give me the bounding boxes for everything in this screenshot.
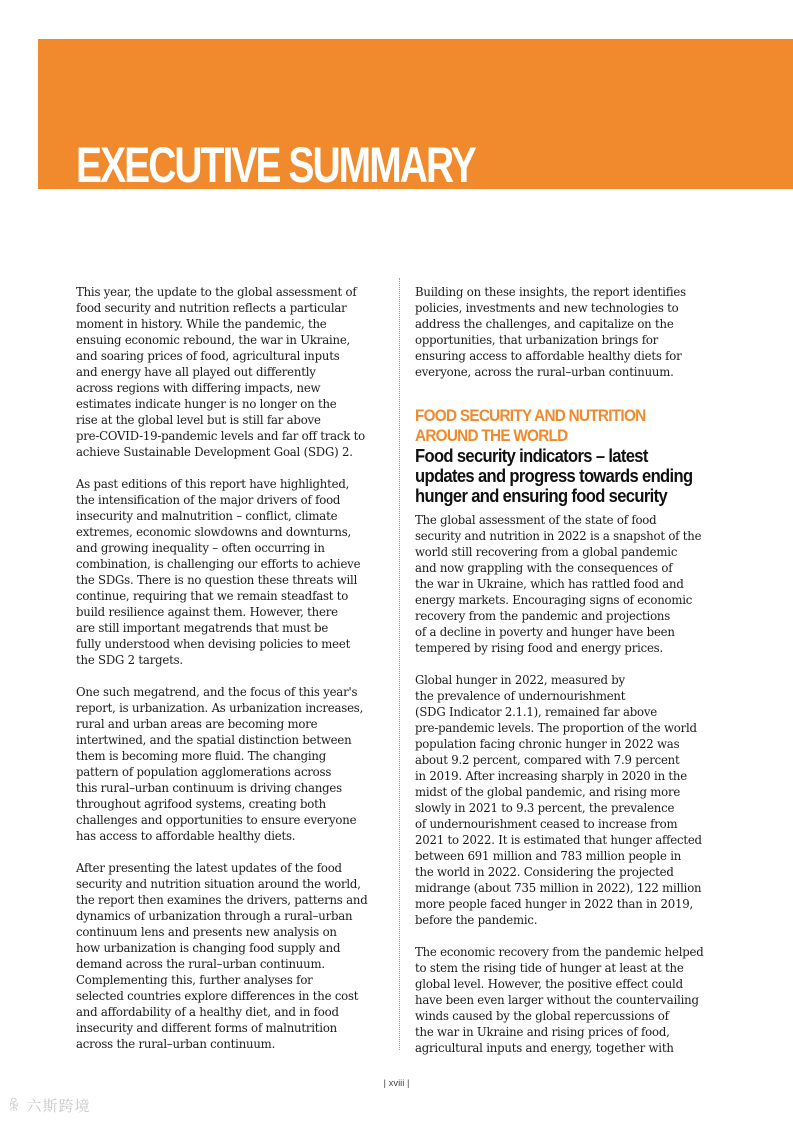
right-intro-paragraph: Building on these insights, the report identifies policies, investments and new technologies to address the challenges, and capitalize on the opportunities, that urbanization brings for ensuring access to affordable healthy diets for everyone, across the rural–urban continuum. [415, 285, 686, 379]
left-paragraph-3: One such megatrend, and the focus of this year's report, is urbanization. As urbanization increases, rural and urban areas are becoming more intertwined, and the spatial distinction between them is becoming more fluid. The changing pattern of population agglomerations across this rural–urban continuum is driving changes throughout agrifood systems, creating both challenges and opportunities to ensure everyone has access to affordable healthy diets. [76, 685, 364, 843]
section-heading: FOOD SECURITY AND NUTRITION AROUND THE WORLD [415, 406, 646, 445]
right-paragraph-3: The economic recovery from the pandemic helped to stem the rising tide of hunger at least at the global level. However, the positive effect could have been even larger without the countervailing winds caused by the global repercussions of the war in Ukraine and rising prices of food, agricultural inputs and energy, together with [415, 945, 704, 1055]
page-title: EXECUTIVE SUMMARY [76, 137, 475, 193]
right-column [415, 284, 720, 1072]
sub-heading: Food security indicators – latest updates and progress towards ending hunger and ensuring food security [415, 446, 693, 506]
watermark: ꆜ 六斯跨境 [8, 1097, 91, 1115]
left-column [76, 284, 384, 1068]
left-paragraph-4: After presenting the latest updates of the food security and nutrition situation around the world, the report then examines the drivers, patterns and dynamics of urbanization through a rural–urban continuum lens and presents new analysis on how urbanization is changing food supply and demand across the rural–urban continuum. Complementing this, further analyses for selected countries explore differences in the cost and affordability of a healthy diet, and in food insecurity and different forms of malnutrition across the rural–urban continuum. [76, 861, 368, 1051]
page-number: | xviii | [383, 1078, 410, 1089]
right-paragraph-1: The global assessment of the state of food security and nutrition in 2022 is a snapshot of the world still recovering from a global pandemic and now grappling with the consequences of the war in Ukraine, which has rattled food and energy markets. Encouraging signs of economic recovery from the pandemic and projections of a decline in poverty and hunger have been tempered by rising food and energy prices. [415, 513, 702, 655]
left-paragraph-2: As past editions of this report have highlighted, the intensification of the major drivers of food insecurity and malnutrition – conflict, climate extremes, economic slowdowns and downturns, and growing inequality – often occurring in combination, is challenging our efforts to achieve the SDGs. There is no question these threats will continue, requiring that we remain steadfast to build resilience against them. However, there are still important megatrends that must be fully understood when devising policies to meet the SDG 2 targets. [76, 477, 361, 667]
column-divider [399, 278, 400, 1050]
left-paragraph-1: This year, the update to the global assessment of food security and nutrition reflects a particular moment in history. While the pandemic, the ensuing economic rebound, the war in Ukraine, and soaring prices of food, agricultural inputs and energy have all played out differently across regions with differing impacts, new estimates indicate hunger is no longer on the rise at the global level but is still far above pre-COVID-19-pandemic levels and far off track to achieve Sustainable Development Goal (SDG) 2. [76, 285, 365, 459]
right-paragraph-2: Global hunger in 2022, measured by the prevalence of undernourishment (SDG Indicator 2.1.1), remained far above pre-pandemic levels. The proportion of the world population facing chronic hunger in 2022 was about 9.2 percent, compared with 7.9 percent in 2019. After increasing sharply in 2020 in the midst of the global pandemic, and rising more slowly in 2021 to 9.3 percent, the prevalence of undernourishment ceased to increase from 2021 to 2022. It is estimated that hunger affected between 691 million and 783 million people in the world in 2022. Considering the projected midrange (about 735 million in 2022), 122 million more people faced hunger in 2022 than in 2019, before the pandemic. [415, 673, 702, 927]
